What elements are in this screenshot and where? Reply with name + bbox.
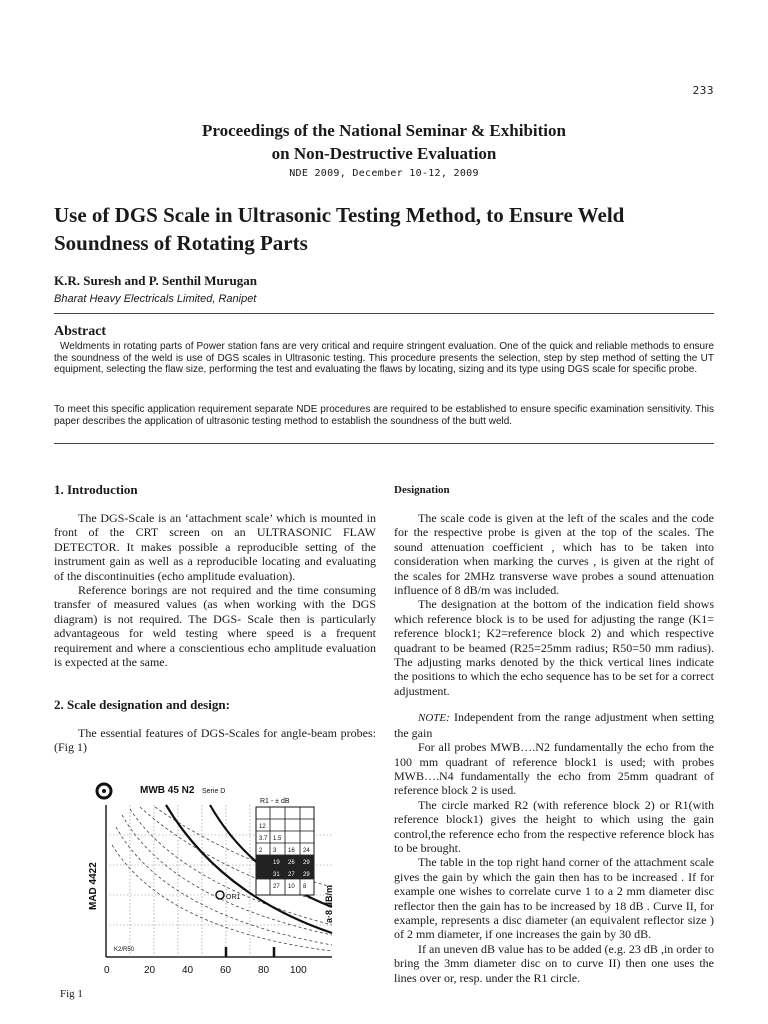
r1-label: R1 - ± dB <box>260 798 290 805</box>
table-cell: 27 <box>273 884 280 890</box>
designation-paragraph-3: For all probes MWB….N2 fundamentally the echo from the 100 mm quadrant of reference block1 is used; with probes MWB….N4 fundamentally the echo from 25mm quadrant of reference block 2 is used. <box>394 740 714 798</box>
header-rule <box>54 313 714 314</box>
paper-title <box>54 201 724 257</box>
note-label: NOTE: <box>418 712 450 725</box>
authors: K.R. Suresh and P. Senthil Murugan <box>54 273 258 288</box>
abstract-heading: Abstract <box>54 324 107 339</box>
table-cell: 3 <box>273 848 277 854</box>
table-cell: 3.7 <box>259 836 268 842</box>
abstract-paragraph-1: Weldments in rotating parts of Power station fans are very critical and require stringent evaluation. One of the quick and reliable methods to ensure the soundness of the weld is use of DGS scales in Ultrasonic testing. This procedure presents the selection, step by step method of setting the UT equipment, selecting the flaw size, performing the test and evaluating the flaws by locating, sizing and its type using DGS scale for specific probe. <box>54 341 714 375</box>
section-1-paragraph-2: Reference borings are not required and the time consuming transfer of measured values (as when working with the DGS diagram) is not required. The DGS- Scale then is particularly advantageous for weld testing where speed is a frequent requirement and where a conscientious echo amplitude evaluation is expected at the same. <box>54 583 376 670</box>
table-cell: 27 <box>288 872 295 878</box>
table-cell: 10 <box>288 884 295 890</box>
x-tick-label: 100 <box>290 965 307 976</box>
proceedings-title-line2: on Non-Destructive Evaluation <box>271 144 497 163</box>
or1-label: OR1 <box>226 894 241 901</box>
dgs-scale-figure <box>70 775 370 985</box>
note-paragraph <box>394 710 714 740</box>
section-1-paragraph-1: The DGS-Scale is an ‘attachment scale’ which is mounted in front of the CRT screen on an ULTRASONIC FLAW DETECTOR. It makes possible a reproducible setting of the instrument gain as well as a reproducible locating and evaluating of the discontinuities (echo amplitude evaluation). <box>54 511 376 583</box>
paper-title-line1: Use of DGS Scale in Ultrasonic Testing Method, to Ensure Weld <box>54 203 625 227</box>
x-tick-label: 40 <box>182 965 194 976</box>
x-tick-label: 20 <box>144 965 156 976</box>
designation-paragraph-1: The scale code is given at the left of the scales and the code for the respective probe is given at the top of the scales. The sound attenuation coefficient , which has to be taken into consideration when marking the curves , is given at the right of the scales for 2MHz transverse wave probes a sound attenuation influence of 8 dB/m was included. <box>394 511 714 598</box>
reference-block-label: K2/R50 <box>114 947 135 953</box>
table-cell: 16 <box>288 848 295 854</box>
table-cell: 12 <box>259 824 266 830</box>
proceedings-title-line1: Proceedings of the National Seminar & Exhibition <box>202 121 566 140</box>
section-1-heading: 1. Introduction <box>54 482 138 497</box>
designation-heading: Designation <box>394 484 450 496</box>
table-cell: 19 <box>273 860 280 866</box>
x-tick-label: 80 <box>258 965 270 976</box>
affiliation: Bharat Heavy Electricals Limited, Ranipet <box>54 293 257 305</box>
x-tick-labels <box>104 965 307 976</box>
table-cell: 1.5 <box>273 836 282 842</box>
section-2-paragraph-1: The essential features of DGS-Scales for angle-beam probes: (Fig 1) <box>54 726 376 755</box>
event-line: NDE 2009, December 10-12, 2009 <box>289 168 479 179</box>
paper-title-line2: Soundness of Rotating Parts <box>54 231 308 255</box>
note-text: Independent from the range adjustment when setting the gain <box>394 710 714 740</box>
scale-code-label: MAD 4422 <box>88 862 99 910</box>
section-2-body <box>54 726 376 755</box>
abstract-rule <box>54 443 714 444</box>
table-cell: 2 <box>259 848 263 854</box>
x-tick-label: 60 <box>220 965 232 976</box>
table-cell: 31 <box>273 872 280 878</box>
abstract-paragraph-2: To meet this specific application requirement separate NDE procedures are required to be established to ensure specific examination sensitivity. This paper describes the application of ultrasonic testing method to establish the soundness of the butt weld. <box>54 404 714 427</box>
gain-table <box>256 807 314 895</box>
page-number: 233 <box>692 84 714 97</box>
designation-paragraph-5: The table in the top right hand corner of the attachment scale gives the gain by which the gain then has to be increased . If for example one wishes to correlate curve 1 to a 2 mm diameter disc reflector then the gain has to be increased by 18 dB . Curve II, for example, represents a disc diameter (an equivalent reflector size ) of 2 mm diameter, if one increases the gain by 30 dB. <box>394 855 714 942</box>
x-tick-label: 0 <box>104 965 110 976</box>
designation-paragraph-4: The circle marked R2 (with reference block 2) or R1(with reference block1) gives the height to which using the gain control,the reference echo from the respective reference block has to be brought. <box>394 797 714 855</box>
designation-paragraph-2: The designation at the bottom of the indication field shows which reference block is to be used for adjusting the range (K1= reference block1; K2=reference block 2) and which respective quadrant to be beamed (R25=25mm radius; R50=50 mm radius). The adjusting marks denoted by the thick vertical lines indicate the positions to which the echo sequence has to be set for a correct adjustment. <box>394 597 714 698</box>
table-cell: 8 <box>303 884 307 890</box>
table-cell: 29 <box>303 872 310 878</box>
right-column-body <box>394 511 714 985</box>
figure-caption: Fig 1 <box>60 988 83 1000</box>
table-cell: 29 <box>303 860 310 866</box>
probe-icon <box>97 784 111 798</box>
section-2-heading: 2. Scale designation and design: <box>54 697 230 712</box>
section-1-body <box>54 511 376 669</box>
serie-label: Serie D <box>202 788 226 795</box>
probe-label: MWB 45 N2 <box>140 785 195 796</box>
designation-paragraph-6: If an uneven dB value has to be added (e.g. 23 dB ,in order to bring the 3mm diameter disc on to curve II) then one uses the lines over or, resp. under the R1 circle. <box>394 941 714 985</box>
table-cell: 24 <box>303 848 310 854</box>
table-cell: 26 <box>288 860 295 866</box>
attenuation-label: a·8 dB/m <box>324 884 334 923</box>
